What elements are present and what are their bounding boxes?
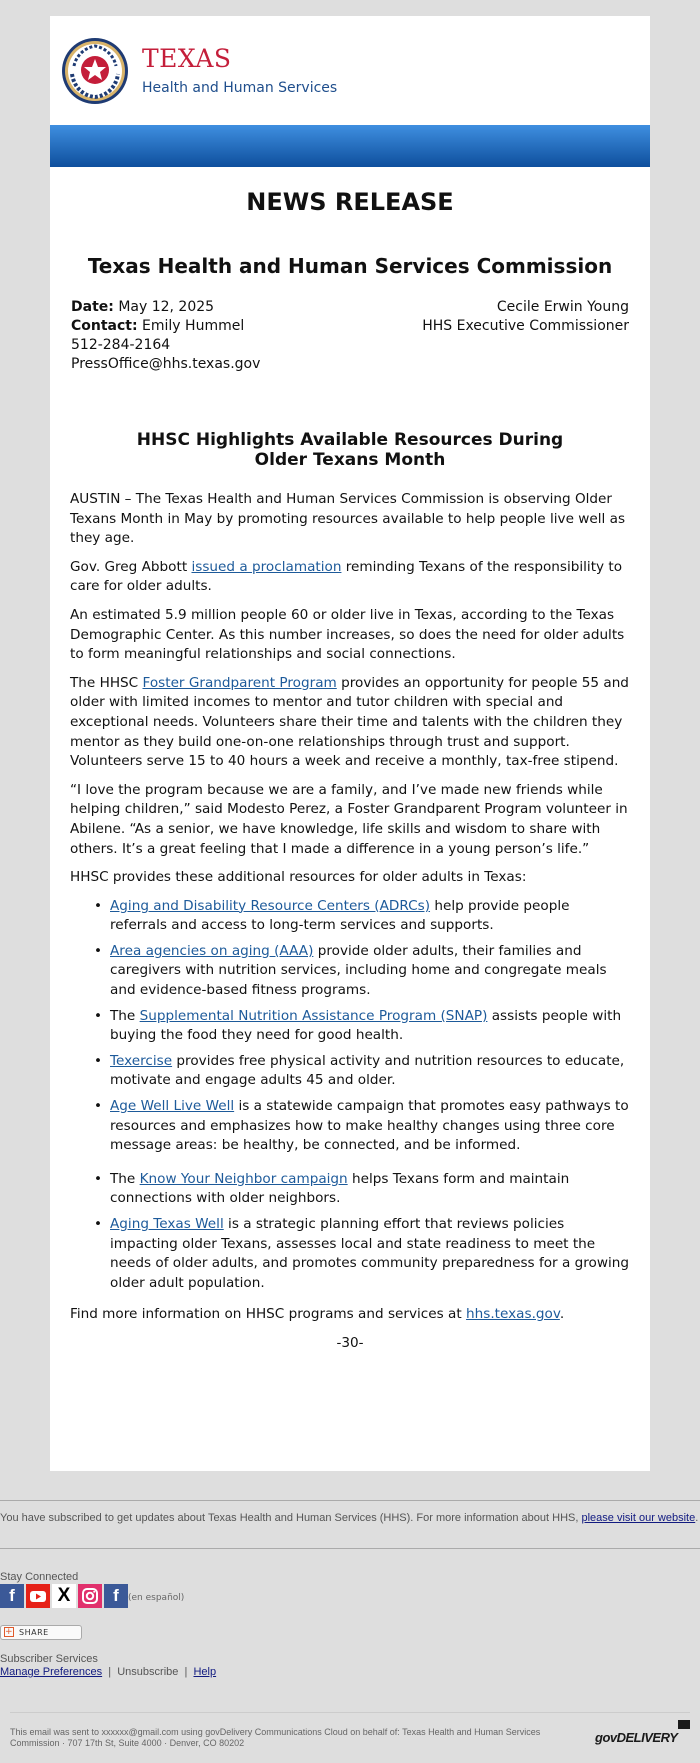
paragraph-foster-grandparent [70, 674, 630, 772]
contact-label: Contact: [71, 318, 138, 334]
article-headline: HHSC Highlights Available Resources During Older Texans Month [136, 430, 564, 470]
list-item [110, 942, 630, 1001]
text: . [695, 1512, 699, 1524]
resources-list [70, 897, 630, 1294]
end-mark: -30- [336, 1334, 364, 1351]
paragraph-quote: “I love the program because we are a family, and I’ve made new friends while helping children,” said Modesto Perez, a Foster Grandparent Program volunteer in Abilene. “As a senior, we have knowledge, life skills and wisdom to share with others. It’s a great feeling that I made a difference in a young person’s life.” [70, 781, 628, 857]
espanol-label: (en español) [128, 1593, 185, 1603]
date-line [71, 298, 260, 317]
paragraph-intro: AUSTIN – The Texas Health and Human Services Commission is observing Older Texans Month in May by promoting resources available to help people live well as they age. [70, 491, 626, 547]
text: Gov. Greg Abbott [70, 558, 192, 575]
envelope-icon [678, 1720, 690, 1729]
paragraph-resources-intro: HHSC provides these additional resources for older adults in Texas: [70, 869, 527, 886]
subscriber-services-links [0, 1666, 700, 1678]
article-body [70, 490, 630, 1354]
texas-seal-icon [60, 36, 130, 106]
text: provide older adults, their families and caregivers with nutrition services, including home and congregate meals and evidence-based fitness programs. [110, 942, 607, 999]
text: is a statewide campaign that promotes easy pathways to resources and emphasizes how to make healthy changes using three core message areas: be healthy, be connected, and be informed. [110, 1098, 629, 1154]
visit-website-link[interactable]: please visit our website [581, 1512, 696, 1524]
text: is a strategic planning effort that reviews policies impacting older Texans, assesses local and state readiness to meet the needs of older adults, and promotes community preparedness for a growing older adult population. [110, 1216, 629, 1291]
share-button[interactable] [0, 1625, 82, 1640]
age-well-live-well-link[interactable]: Age Well Live Well [110, 1098, 235, 1115]
aging-texas-well-link[interactable]: Aging Texas Well [110, 1216, 224, 1232]
camera-icon [78, 1584, 102, 1608]
release-date: May 12, 2025 [118, 299, 215, 315]
logo-subtitle: Health and Human Services [142, 80, 338, 96]
list-item [110, 1097, 630, 1156]
youtube-icon[interactable] [26, 1584, 50, 1608]
subscription-notice [0, 1512, 700, 1525]
text: The HHSC [70, 674, 143, 691]
separator: | [184, 1666, 188, 1678]
list-item [110, 1215, 630, 1293]
unsubscribe-link[interactable]: Unsubscribe [117, 1666, 179, 1678]
list-item [110, 1170, 630, 1209]
adrc-link[interactable]: Aging and Disability Resource Centers (ADRCs) [110, 897, 431, 914]
footer-divider [10, 1712, 690, 1713]
help-link[interactable]: Help [193, 1666, 217, 1678]
manage-preferences-link[interactable]: Manage Preferences [0, 1666, 103, 1678]
commissioner-name: Cecile Erwin Young [496, 299, 629, 315]
contact-email: PressOffice@hhs.texas.gov [71, 356, 261, 372]
aaa-link[interactable]: Area agencies on aging (AAA) [110, 942, 314, 959]
list-item [110, 1007, 630, 1046]
logo-wordmark: TEXAS [142, 44, 232, 73]
closing-paragraph [70, 1305, 630, 1325]
govdelivery-logo[interactable]: govDELIVERY [595, 1730, 678, 1745]
text: The [110, 1007, 140, 1024]
snap-link[interactable]: Supplemental Nutrition Assistance Program (SNAP) [139, 1007, 488, 1024]
text: reminding Texans of the responsibility to care for older adults. [70, 558, 623, 595]
contact-phone: 512-284-2164 [71, 337, 171, 353]
share-icon: + [5, 1627, 14, 1637]
stay-connected-label: Stay Connected [0, 1571, 79, 1583]
separator: | [108, 1666, 112, 1678]
contact-line [71, 317, 260, 336]
proclamation-link[interactable]: issued a proclamation [191, 558, 342, 575]
list-item [110, 897, 630, 936]
facebook-icon[interactable]: f [0, 1584, 24, 1608]
text: provides an opportunity for people 55 and older with limited incomes to mentor and tutor children with special and exceptional needs. Volunteers share their time and talents with the children they mentor as they build one-on-one relationships through trust and support. Volunteers serve 15 to 40 hours a week and receive a monthly, tax-free stipend. [70, 674, 629, 770]
header-banner [50, 125, 650, 167]
list-item [110, 1052, 630, 1091]
hhs-website-link[interactable]: hhs.texas.gov [466, 1306, 560, 1323]
hhs-logo[interactable] [60, 36, 338, 108]
text: You have subscribed to get updates about Texas Health and Human Services (HHS). For more information about HHS, [0, 1512, 582, 1524]
texercise-link[interactable]: Texercise [110, 1052, 173, 1069]
news-release-title: NEWS RELEASE [246, 188, 454, 216]
text: Find more information on HHSC programs and services at [70, 1306, 467, 1323]
organization-title: Texas Health and Human Services Commission [87, 254, 613, 278]
paragraph-proclamation [70, 558, 630, 597]
text: The [110, 1170, 140, 1187]
legal-notice: This email was sent to xxxxxx@gmail.com using govDelivery Communications Cloud on behalf of: Texas Health and Human Services Commission · 707 17th St, Suite 4000 · Denver, CO 80202 [10, 1727, 541, 1748]
share-label: SHARE [19, 1628, 49, 1637]
date-label: Date: [71, 299, 114, 315]
text: helps Texans form and maintain connections with older neighbors. [110, 1170, 570, 1207]
footer-divider [0, 1548, 700, 1549]
contact-name: Emily Hummel [142, 318, 245, 334]
know-your-neighbor-link[interactable]: Know Your Neighbor campaign [139, 1170, 348, 1187]
subscriber-services-title: Subscriber Services [0, 1653, 98, 1665]
text: . [559, 1306, 565, 1323]
instagram-icon[interactable] [78, 1584, 102, 1608]
foster-grandparent-link[interactable]: Foster Grandparent Program [142, 674, 337, 691]
footer-divider [0, 1500, 700, 1501]
play-icon [26, 1584, 50, 1608]
text: provides free physical activity and nutrition resources to educate, motivate and engage adults 45 and older. [110, 1052, 625, 1089]
text: help provide people referrals and access to long-term services and supports. [110, 897, 570, 934]
x-icon[interactable]: X [52, 1584, 76, 1608]
release-contact-info [71, 298, 260, 374]
commissioner-info [422, 298, 629, 336]
paragraph-population: An estimated 5.9 million people 60 or older live in Texas, according to the Texas Demographic Center. As this number increases, so does the need for older adults to form meaningful relationships and social connections. [70, 606, 625, 663]
text: assists people with buying the food they need for good health. [110, 1007, 622, 1044]
facebook-espanol-icon[interactable]: f [104, 1584, 128, 1608]
commissioner-title: HHS Executive Commissioner [422, 318, 629, 334]
email-card [50, 16, 650, 1471]
